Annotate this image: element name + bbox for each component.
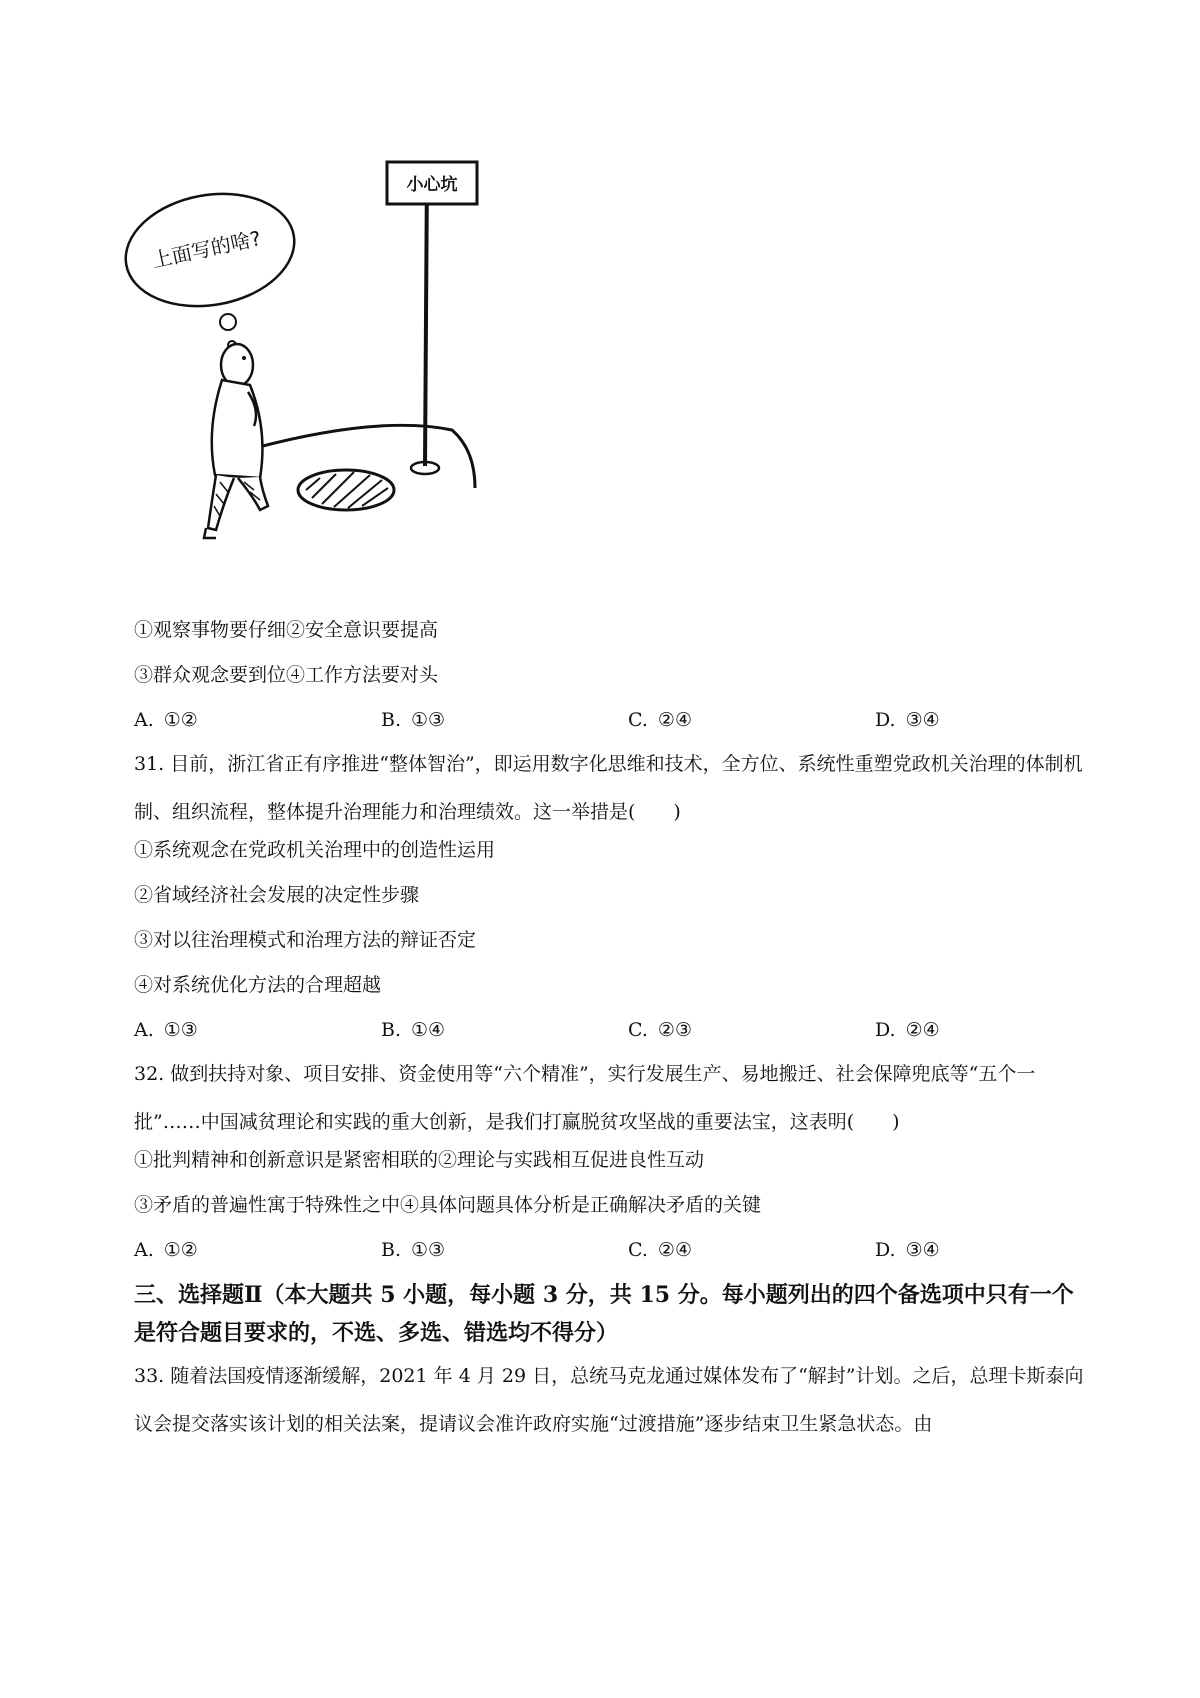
q31-item-4: ④对系统优化方法的合理超越 — [134, 974, 382, 996]
q32-option-b[interactable]: B. ①③ — [381, 1239, 446, 1261]
q31-option-b[interactable]: B. ①④ — [381, 1019, 446, 1041]
q33-stem: 33. 随着法国疫情逐渐缓解，2021 年 4 月 29 日，总统马克龙通过媒体发布了“解封”计划。之后，总理卡斯泰向议会提交落实该计划的相关法案，提请议会准许政府实施“过渡措施”逐步结束卫生紧急状态。由 — [134, 1365, 1084, 1435]
q31-option-c[interactable]: C. ②③ — [628, 1019, 692, 1041]
q30-options — [134, 708, 1094, 734]
manhole — [298, 470, 394, 510]
q32-stem: 32. 做到扶持对象、项目安排、资金使用等“六个精准”，实行发展生产、易地搬迁、社会保障兜底等“五个一批”……中国减贫理论和实践的重大创新，是我们打赢脱贫攻坚战的重要法宝，这表明( ) — [134, 1063, 1036, 1133]
q32-option-d[interactable]: D. ③④ — [875, 1239, 940, 1261]
q32-options — [134, 1238, 1094, 1264]
q30-option-b[interactable]: B. ①③ — [381, 709, 446, 731]
thought-dot-large — [220, 314, 236, 330]
q31-item-3: ③对以往治理模式和治理方法的辩证否定 — [134, 929, 477, 951]
person-eye — [242, 356, 246, 360]
q30-item-2: ③群众观念要到位④工作方法要对头 — [134, 664, 439, 686]
q31-item-2: ②省域经济社会发展的决定性步骤 — [134, 884, 420, 906]
q32-item-2: ③矛盾的普遍性寓于特殊性之中④具体问题具体分析是正确解决矛盾的关键 — [134, 1194, 762, 1216]
q32-option-a[interactable]: A. ①② — [134, 1239, 198, 1261]
q31-stem: 31. 目前，浙江省正有序推进“整体智治”，即运用数字化思维和技术，全方位、系统性重塑党政机关治理的体制机制、组织流程，整体提升治理能力和治理绩效。这一举措是( ) — [134, 753, 1083, 823]
person-body — [212, 380, 263, 478]
q32-item-1: ①批判精神和创新意识是紧密相联的②理论与实践相互促进良性互动 — [134, 1149, 705, 1171]
q30-option-d[interactable]: D. ③④ — [875, 709, 940, 731]
q32-option-c[interactable]: C. ②④ — [628, 1239, 692, 1261]
q30-item-1: ①观察事物要仔细②安全意识要提高 — [134, 619, 439, 641]
person-figure — [204, 344, 268, 538]
thought-text: 上面写的啥? — [149, 225, 264, 273]
sign-pole — [425, 170, 427, 466]
q31-item-1: ①系统观念在党政机关治理中的创造性运用 — [134, 839, 496, 861]
q31-options — [134, 1018, 1094, 1044]
q31-option-a[interactable]: A. ①③ — [134, 1019, 198, 1041]
q30-option-c[interactable]: C. ②④ — [628, 709, 692, 731]
q30-option-a[interactable]: A. ①② — [134, 709, 198, 731]
section3-heading: 三、选择题Ⅱ（本大题共 5 小题，每小题 3 分，共 15 分。每小题列出的四个备选项中只有一个是符合题目要求的，不选、多选、错选均不得分） — [134, 1282, 1074, 1346]
cartoon-illustration — [120, 130, 490, 600]
sign-text: 小心坑 — [406, 175, 458, 195]
q31-option-d[interactable]: D. ②④ — [875, 1019, 940, 1041]
